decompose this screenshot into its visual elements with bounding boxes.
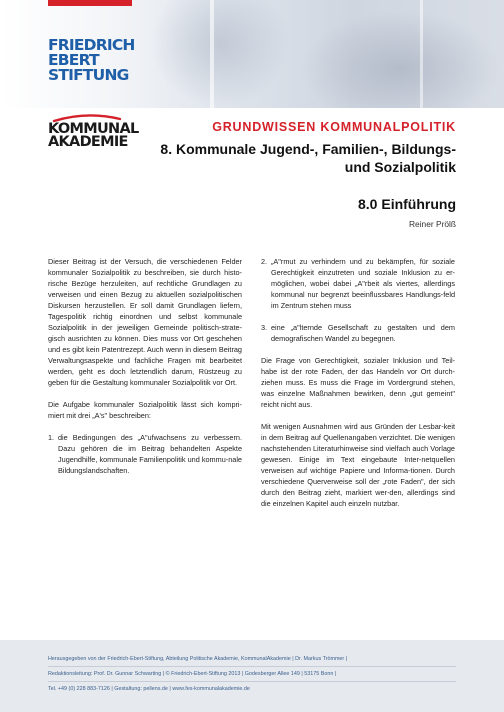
footer-divider: [48, 666, 456, 667]
paragraph: Die Frage von Gerechtigkeit, sozialer Inklusion und Teil-habe ist der rote Faden, der das Handeln vor Ort durch-ziehen muss. Es muss die Frage im Vordergrund stehen, was einzelne Maßnahmen bewirken, denn „gut gemeint" reicht nicht aus.: [261, 356, 455, 409]
list-text: die Bedingungen des „A"ufwachsens zu verbessern. Dazu gehören die im Beitrag behandelten Aspekte Jugendhilfe, kommunale Familienpolitik und kommu-nale Bildungslandschaften.: [58, 433, 242, 475]
list-text: eine „a"lternde Gesellschaft zu gestalten und dem demografischen Wandel zu begegnen.: [271, 323, 455, 343]
red-swoosh-icon: [52, 113, 122, 123]
photo-haze: [300, 10, 500, 108]
chapter-title: [156, 140, 456, 176]
series-kicker: GRUNDWISSEN KOMMUNALPOLITIK: [212, 120, 456, 134]
imprint-line: Redaktionsleitung: Prof. Dr. Gunnar Schwarting | © Friedrich-Ebert-Stiftung 2013 | Godesberger Allee 149 | 53175 Bonn |: [48, 671, 337, 677]
fes-logo-line: EBERT: [48, 51, 99, 69]
ka-logo-line: KOMMUNAL: [48, 121, 139, 137]
section-title: 8.0 Einführung: [358, 196, 456, 212]
paragraph: Die Aufgabe kommunaler Sozialpolitik lässt sich kompri-miert mit drei „A's" beschreiben:: [48, 400, 242, 420]
text-column-left: [48, 256, 242, 487]
imprint-line: Herausgegeben von der Friedrich-Ebert-Stiftung, Abteilung Politische Akademie, KommunalAkademie | Dr. Markus Trömmer |: [48, 656, 348, 662]
imprint-line: Tel. +49 (0) 228 883-7126 | Gestaltung: pellens.de | www.fes-kommunalakademie.de: [48, 686, 250, 692]
ka-logo-line: AKADEMIE: [48, 134, 128, 150]
brand-red-tab: [48, 0, 132, 6]
list-text: „A"rmut zu verhindern und zu bekämpfen, für soziale Gerechtigkeit einzutreten und soziale Inklusion zu er-möglichen, wobei dabei „A"rbeit als viertes, allerdings kommunal nur begrenzt beeinflussbares Handlungs-feld im Zentrum stehen muss: [271, 257, 455, 310]
list-item: [48, 432, 242, 476]
paragraph: Mit wenigen Ausnahmen wird aus Gründen der Lesbar-keit in dem Beitrag auf Quellenangaben verzichtet. Die wenigen nachstehenden Literaturhinweise sind vielfach auch Vorlage gewesen. Einige im Text eingebaute Inter-netquellen verweisen auf wichtige Papiere und Informa-tionen. Durch verschiedene Querverweise soll der „rote Faden", der sich durch den Beitrag zieht, markiert wer-den, allerdings sind die einzelnen Kapitel auch einzeln nutzbar.: [261, 422, 455, 508]
photo-highlight: [420, 0, 423, 108]
author: Reiner Prölß: [408, 219, 456, 229]
fes-logo-line: STIFTUNG: [48, 66, 129, 84]
chapter-title-line: und Sozialpolitik: [344, 159, 456, 175]
list-item: [261, 256, 455, 311]
chapter-title-line: 8. Kommunale Jugend-, Familien-, Bildungs-: [160, 141, 456, 157]
kommunalakademie-logo: [48, 115, 148, 149]
photo-highlight: [210, 0, 214, 108]
footer-divider: [48, 681, 456, 682]
list-number: 2.: [261, 257, 268, 266]
list-item: [261, 322, 455, 344]
text-column-right: [261, 256, 455, 520]
photo-haze: [150, 0, 290, 108]
list-number: 3.: [261, 323, 268, 332]
imprint-footer: [0, 640, 504, 712]
paragraph: Dieser Beitrag ist der Versuch, die verschiedenen Felder kommunaler Sozialpolitik zu beschreiben, sie durch histo-rische Bezüge herzuleiten, auf rechtliche Grundlagen zu verweisen und einen Bezug zu aktuellen sozialpolitischen Diskursen herzustellen. Er soll damit Grundlagen liefern, Tagespolitik richtig einordnen und selbst kommunale Sozialpolitik in der jeweiligen Gemeinde politisch-strate-gisch ausrichten zu können. Dies muss vor Ort geschehen und es gibt kein Patentrezept. Auch wenn in diesem Beitrag Verwaltungsaspekte und fachliche Fragen mit bearbeitet werden, geht es doch letztendlich darum, Rüstzeug zu geben für die Gestaltung kommunaler Sozialpolitik vor Ort.: [48, 257, 242, 387]
list-number: 1.: [48, 433, 55, 442]
fes-logo: [48, 38, 138, 83]
fes-logo-line: FRIEDRICH: [48, 36, 135, 54]
